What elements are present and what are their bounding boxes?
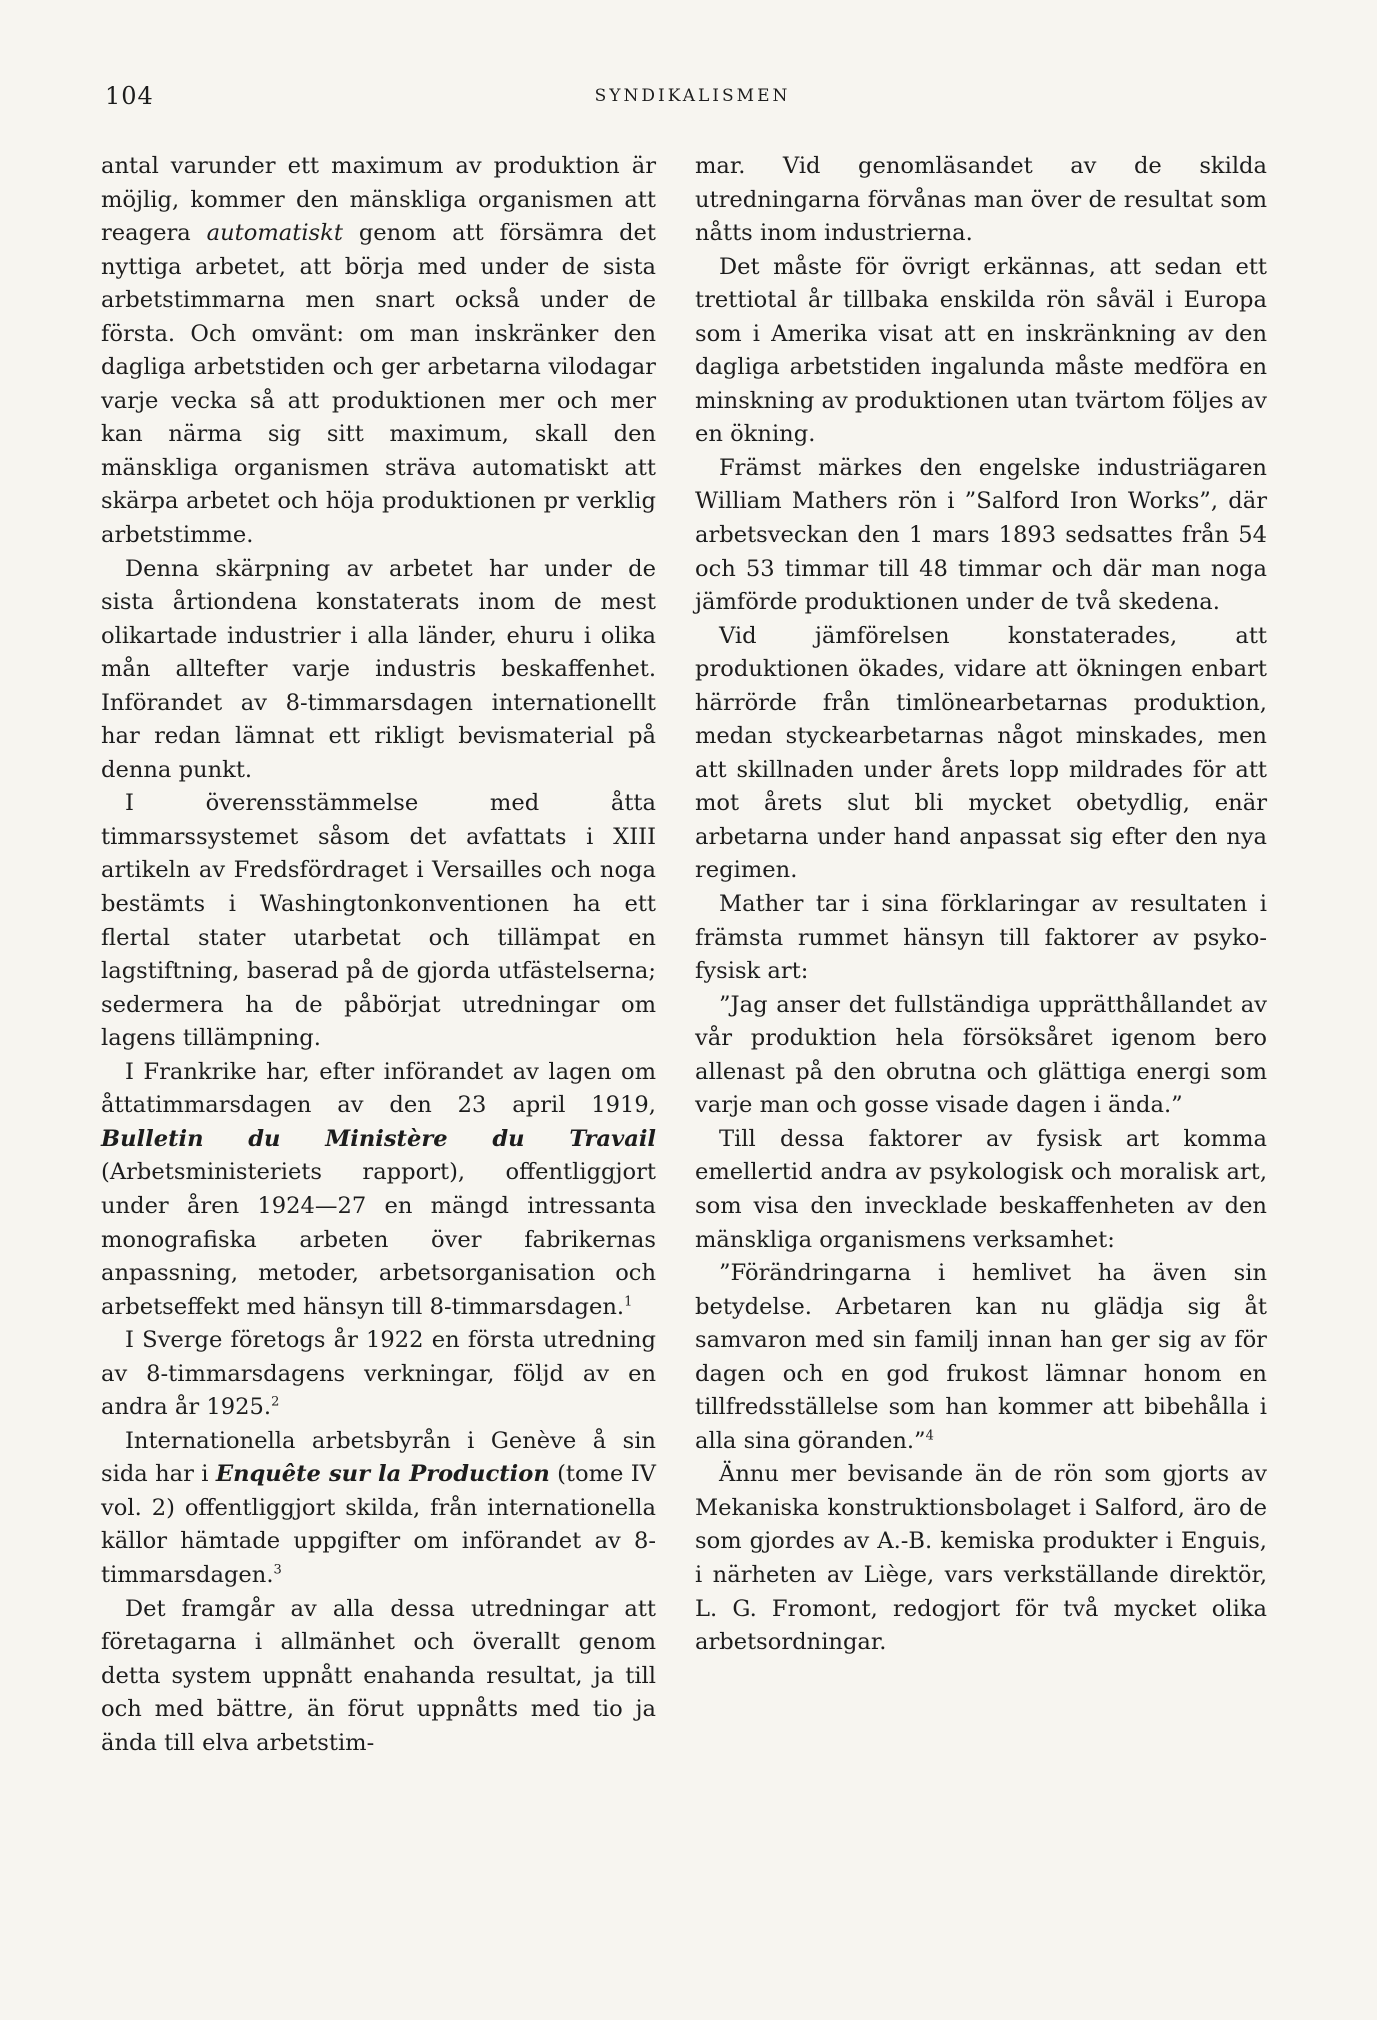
paragraph: Det framgår av alla dessa utredningar att företagarna i allmänhet och överallt genom detta system uppnått enahanda resultat, ja till och med bättre, än förut uppnåtts med tio ja ända till elva arbetstim- [101, 1595, 656, 1756]
footnote-marker: 2 [271, 1394, 280, 1410]
footnote-marker: 4 [925, 1428, 934, 1444]
footnote-marker: 1 [624, 1294, 633, 1310]
paragraph-text: I Frankrike har, efter införandet av lagen om åttatimmarsdagen av den 23 april 1919, [101, 1058, 656, 1119]
right-column [695, 150, 1267, 1660]
page-number: 104 [105, 82, 154, 110]
publication-title: Bulletin du Ministère du Travail [101, 1125, 656, 1152]
paragraph: Det måste för övrigt erkännas, att sedan ett trettiotal år tillbaka enskilda rön såväl i Europa som i Amerika visat att en inskränkning av den dagliga arbetstiden ingalunda måste medföra en minskning av produktionen utan tvärtom följes av en ökning. [695, 253, 1267, 448]
paragraph-text: (Arbetsministeriets rapport), offentliggjort under åren 1924—27 en mängd intressanta monografiska arbeten över fabrikernas anpassning, metoder, arbetsorganisation och arbetseffekt med hänsyn till 8-timmarsdagen. [101, 1159, 656, 1320]
paragraph: Mather tar i sina förklaringar av resultaten i främsta rummet hänsyn till faktorer av psyko-fysisk art: [695, 891, 1267, 985]
quotation [695, 1257, 1267, 1458]
paragraph: Vid jämförelsen konstaterades, att produktionen ökades, vidare att ökningen enbart härrörde från timlönearbetarnas produktion, medan styckearbetarnas något minskades, men att skillnaden under årets lopp mildrades för att mot årets slut bli mycket obetydlig, enär arbetarna under hand anpassat sig efter den nya regimen. [695, 622, 1267, 884]
paragraph-text: antal varunder ett maximum av produktion är möjlig, kommer den mänskliga organismen att reagera [101, 153, 656, 247]
paragraph [101, 1425, 656, 1593]
paragraph [101, 150, 656, 553]
running-title: SYNDIKALISMEN [594, 86, 791, 106]
paragraph: Till dessa faktorer av fysisk art komma emellertid andra av psykologisk och moralisk art, som visa den invecklade beskaffenheten av den mänskliga organismens verksamhet: [695, 1125, 1267, 1253]
paragraph [101, 1324, 656, 1425]
paragraph-text: genom att försämra det nyttiga arbetet, att börja med under de sista arbetstimmarna men snart också under de första. Och omvänt: om man inskränker den dagliga arbetstiden och ger arbetarna vilodagar varje vecka så att produktionen mer och mer kan närma sig sitt maximum, skall den mänskliga organismen sträva automatiskt att skärpa arbetet och höja produktionen pr verklig arbetstimme. [101, 220, 656, 549]
paragraph-text: ”Förändringarna i hemlivet ha även sin betydelse. Arbetaren kan nu glädja sig åt samvaron med sin familj innan han ger sig av för dagen och en god frukost lämnar honom en tillfredsställelse som han kommer att bibehålla i alla sina göranden.” [695, 1260, 1267, 1454]
page-header [105, 82, 1280, 118]
quotation: ”Jag anser det fullständiga upprätthållandet av vår produktion hela försöksåret igenom bero allenast på den obrutna och glättiga energi som varje man och gosse visade dagen i ända.” [695, 991, 1267, 1119]
paragraph [101, 1056, 656, 1324]
paragraph: Ännu mer bevisande än de rön som gjorts av Mekaniska konstruktionsbolaget i Salford, äro de som gjordes av A.-B. kemiska produkter i Enguis, i närheten av Liège, vars verkställande direktör, L. G. Fromont, redogjort för två mycket olika arbetsordningar. [695, 1461, 1267, 1656]
paragraph-text: I Sverge företogs år 1922 en första utredning av 8-timmarsdagens verkningar, följd av en andra år 1925. [101, 1327, 656, 1421]
paragraph: Främst märkes den engelske industriägaren William Mathers rön i ”Salford Iron Works”, där arbetsveckan den 1 mars 1893 sedsattes från 54 och 53 timmar till 48 timmar och där man noga jämförde produktionen under de två skedena. [695, 454, 1267, 616]
publication-title: Enquête sur la Production [215, 1461, 550, 1488]
footnote-marker: 3 [273, 1562, 282, 1578]
paragraph: Denna skärpning av arbetet har under de sista årtiondena konstaterats inom de mest olikartade industrier i alla länder, ehuru i olika mån alltefter varje industris beskaffenhet. Införandet av 8-timmarsdagen internationellt har redan lämnat ett rikligt bevismaterial på denna punkt. [101, 555, 656, 783]
emphasis-text: automatiskt [206, 220, 343, 247]
paragraph: mar. Vid genomläsandet av de skilda utredningarna förvånas man över de resultat som nåtts inom industrierna. [695, 153, 1267, 247]
paragraph-text: (tome IV vol. 2) offentliggjort skilda, från internationella källor hämtade uppgifter om införandet av 8-timmarsdagen. [101, 1461, 656, 1588]
paragraph-text: Internationella arbetsbyrån i Genève å sin sida har i [101, 1427, 656, 1488]
paragraph: I överensstämmelse med åtta timmarssystemet såsom det avfattats i XIII artikeln av Fredsfördraget i Versailles och noga bestämts i Washingtonkonventionen ha ett flertal stater utarbetat och tillämpat en lagstiftning, baserad på de gjorda utfästelserna; sedermera ha de påbörjat utredningar om lagens tillämpning. [101, 790, 656, 1052]
left-column [101, 150, 656, 1760]
